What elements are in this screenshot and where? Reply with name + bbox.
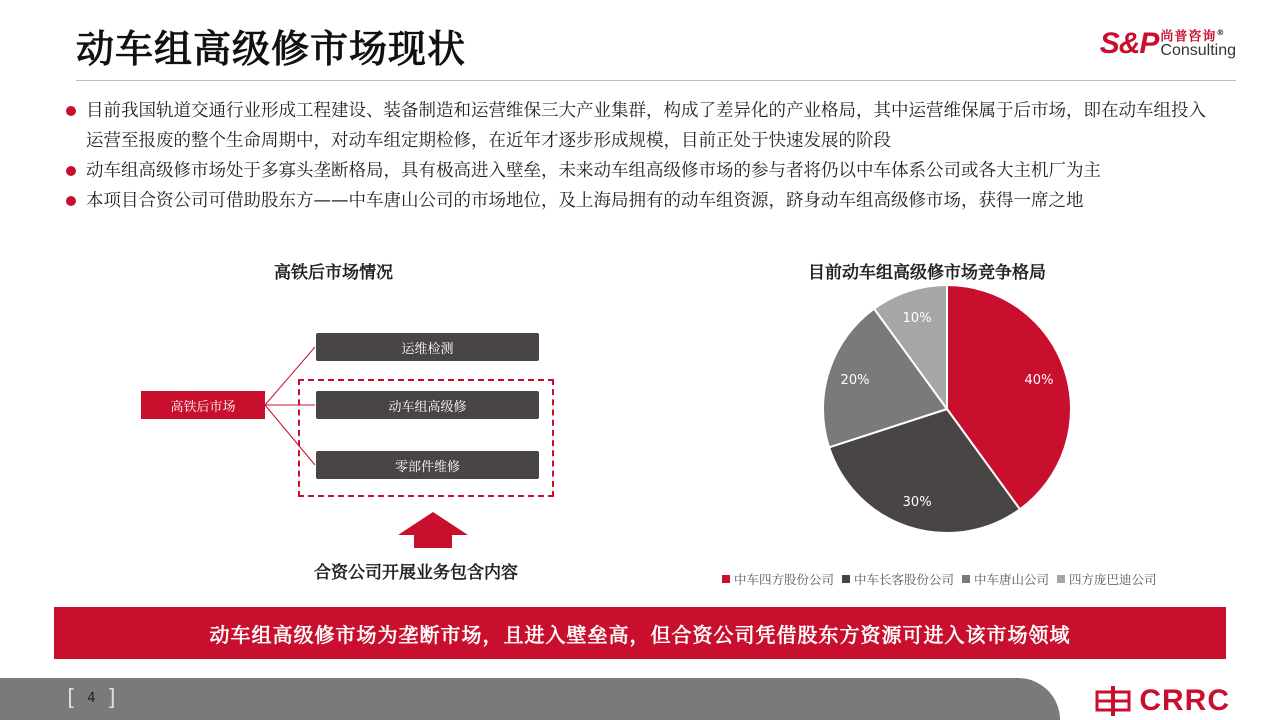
bracket-right-icon: ] [105, 686, 119, 711]
legend-label-3: 四方庞巴迪公司 [1069, 572, 1157, 587]
logo-english: Consulting [1160, 42, 1236, 60]
legend-item-3 [1057, 570, 1157, 588]
bullet-text: 目前我国轨道交通行业形成工程建设、装备制造和运营维保三大产业集群，构成了差异化的产业格局，其中运营维保属于后市场，即在动车组投入运营至报废的整个生命周期中，对动车组定期检修，在近年才逐步形成规模，目前正处于快速发展的阶段 [86, 101, 1206, 151]
crrc-logo [1095, 684, 1230, 718]
legend-item-2 [962, 570, 1049, 588]
legend-swatch-2 [962, 575, 970, 583]
logo-registered: ® [1216, 27, 1226, 37]
pie-label-1: 30% [902, 494, 932, 510]
branch-node: 运维检测 [316, 333, 539, 361]
branch-node: 动车组高级修 [316, 391, 539, 419]
crrc-emblem-icon [1095, 686, 1131, 716]
crrc-wordmark: CRRC [1139, 684, 1230, 717]
page-title: 动车组高级修市场现状 [76, 27, 467, 71]
legend-label-0: 中车四方股份公司 [734, 572, 835, 587]
pie-label-0: 40% [1024, 373, 1054, 389]
legend-label-1: 中车长客股份公司 [854, 572, 955, 587]
legend-swatch-3 [1057, 575, 1065, 583]
chart-title: 目前动车组高级修市场竞争格局 [808, 263, 1046, 283]
bracket-left-icon: [ [64, 686, 78, 711]
pie-label-2: 20% [840, 373, 870, 389]
page-number [64, 686, 119, 711]
bullet-text: 本项目合资公司可借助股东方——中车唐山公司的市场地位，及上海局拥有的动车组资源，跻身动车组高级修市场，获得一席之地 [86, 191, 1084, 211]
legend-item-1 [842, 570, 954, 588]
branch-node: 零部件维修 [316, 451, 539, 479]
logo-chinese: 尚普咨询 [1160, 29, 1217, 45]
root-node: 高铁后市场 [141, 391, 265, 419]
legend-label-2: 中车唐山公司 [974, 572, 1050, 587]
legend-item-0 [722, 570, 834, 588]
footer-bar [0, 678, 1060, 720]
left-panel-caption: 合资公司开展业务包含内容 [314, 563, 518, 583]
pie-label-3: 10% [902, 311, 932, 327]
logo-mark: S&P [1099, 27, 1159, 60]
bullet-text: 动车组高级修市场处于多寡头垄断格局，具有极高进入壁垒，未来动车组高级修市场的参与者将仍以中车体系公司或各大主机厂为主 [86, 161, 1101, 181]
left-panel-title: 高铁后市场情况 [274, 263, 393, 283]
legend-swatch-0 [722, 575, 730, 583]
legend-swatch-1 [842, 575, 850, 583]
chart-legend [722, 570, 1157, 588]
conclusion-banner: 动车组高级修市场为垄断市场，且进入壁垒高，但合资公司凭借股东方资源可进入该市场领域 [54, 607, 1226, 659]
page-number-text: 4 [87, 691, 96, 706]
